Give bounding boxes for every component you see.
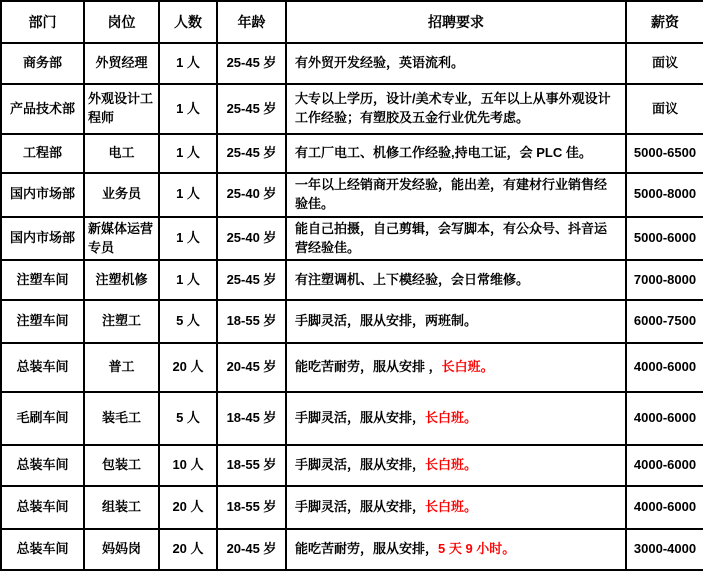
cell-department: 工程部	[1, 134, 84, 173]
cell-headcount: 20 人	[159, 529, 217, 570]
cell-headcount: 1 人	[159, 43, 217, 84]
cell-position	[84, 217, 159, 261]
cell-position	[84, 445, 159, 486]
cell-age: 25-45 岁	[217, 260, 286, 300]
cell-department: 总装车间	[1, 343, 84, 392]
header-cell-1: 岗位	[84, 1, 159, 43]
header-cell-2: 人数	[159, 1, 217, 43]
requirement-text: 手脚灵活，服从安排，	[295, 457, 426, 473]
cell-age: 25-45 岁	[217, 84, 286, 134]
cell-salary: 5000-8000	[626, 173, 703, 217]
cell-requirements	[286, 392, 626, 445]
requirement-text: 手脚灵活，服从安排，	[295, 410, 426, 426]
cell-headcount: 1 人	[159, 173, 217, 217]
cell-salary: 4000-6000	[626, 445, 703, 486]
table-row	[1, 486, 703, 529]
requirement-text: 大专以上学历，设计/美术专业，五年以上从事外观设计工作经验；有塑胶及五金行业优先考虑。	[295, 91, 611, 125]
cell-requirements	[286, 43, 626, 84]
position-label: 装毛工	[101, 410, 141, 426]
cell-salary: 5000-6500	[626, 134, 703, 173]
requirement-highlight-text: 5 天 9 小时。	[438, 541, 516, 557]
cell-salary: 6000-7500	[626, 300, 703, 343]
cell-department: 注塑车间	[1, 300, 84, 343]
cell-requirements	[286, 486, 626, 529]
requirement-highlight-text: 长白班。	[425, 457, 478, 473]
header-cell-3: 年龄	[217, 1, 286, 43]
cell-position	[84, 486, 159, 529]
cell-department: 总装车间	[1, 529, 84, 570]
cell-headcount: 1 人	[159, 260, 217, 300]
cell-salary: 4000-6000	[626, 486, 703, 529]
table-row	[1, 343, 703, 392]
table-row	[1, 43, 703, 84]
cell-requirements	[286, 343, 626, 392]
position-label: 注塑工	[101, 313, 141, 329]
table-row	[1, 300, 703, 343]
requirement-text: 一年以上经销商开发经验，能出差，有建材行业销售经验佳。	[295, 177, 608, 211]
cell-position	[84, 392, 159, 445]
cell-age: 18-55 岁	[217, 486, 286, 529]
cell-department: 商务部	[1, 43, 84, 84]
cell-headcount: 5 人	[159, 300, 217, 343]
cell-age: 25-40 岁	[217, 173, 286, 217]
requirement-highlight-text: 长白班。	[441, 359, 494, 375]
cell-headcount: 20 人	[159, 486, 217, 529]
requirement-text: 能吃苦耐劳，服从安排，	[295, 541, 439, 557]
position-label: 妈妈岗	[101, 541, 141, 557]
cell-headcount: 1 人	[159, 134, 217, 173]
cell-department: 毛刷车间	[1, 392, 84, 445]
position-label: 外观设计工程师	[88, 91, 154, 125]
cell-requirements	[286, 445, 626, 486]
cell-age: 25-45 岁	[217, 43, 286, 84]
position-label: 外贸经理	[95, 55, 148, 71]
requirement-highlight-text: 长白班。	[425, 499, 478, 515]
cell-position	[84, 300, 159, 343]
position-label: 注塑机修	[95, 271, 148, 287]
cell-department: 产品技术部	[1, 84, 84, 134]
requirement-text: 有工厂电工、机修工作经验,持电工证，会 PLC 佳。	[295, 145, 592, 161]
position-label: 组装工	[101, 499, 141, 515]
table-row	[1, 173, 703, 217]
cell-salary: 面议	[626, 43, 703, 84]
header-cell-4: 招聘要求	[286, 1, 626, 43]
cell-salary: 3000-4000	[626, 529, 703, 570]
cell-position	[84, 343, 159, 392]
cell-salary: 4000-6000	[626, 343, 703, 392]
header-cell-5: 薪资	[626, 1, 703, 43]
cell-requirements	[286, 217, 626, 261]
cell-headcount: 10 人	[159, 445, 217, 486]
cell-department: 注塑车间	[1, 260, 84, 300]
cell-position	[84, 260, 159, 300]
header-cell-0: 部门	[1, 1, 84, 43]
cell-age: 25-45 岁	[217, 134, 286, 173]
cell-requirements	[286, 173, 626, 217]
table-row	[1, 260, 703, 300]
cell-requirements	[286, 134, 626, 173]
cell-headcount: 1 人	[159, 84, 217, 134]
table-body	[1, 43, 703, 570]
requirement-text: 手脚灵活，服从安排，	[295, 499, 426, 515]
position-label: 普工	[108, 359, 135, 375]
cell-position	[84, 173, 159, 217]
position-label: 业务员	[101, 186, 141, 202]
cell-age: 25-40 岁	[217, 217, 286, 261]
cell-age: 20-45 岁	[217, 343, 286, 392]
table-row	[1, 529, 703, 570]
cell-headcount: 20 人	[159, 343, 217, 392]
cell-salary: 面议	[626, 84, 703, 134]
cell-requirements	[286, 300, 626, 343]
table-row	[1, 134, 703, 173]
cell-position	[84, 529, 159, 570]
cell-age: 18-55 岁	[217, 300, 286, 343]
position-label: 包装工	[101, 457, 141, 473]
cell-headcount: 5 人	[159, 392, 217, 445]
cell-age: 20-45 岁	[217, 529, 286, 570]
cell-department: 国内市场部	[1, 173, 84, 217]
cell-age: 18-55 岁	[217, 445, 286, 486]
cell-department: 总装车间	[1, 486, 84, 529]
requirement-highlight-text: 长白班。	[425, 410, 478, 426]
position-label: 新媒体运营专员	[88, 220, 154, 255]
cell-salary: 4000-6000	[626, 392, 703, 445]
cell-age: 18-45 岁	[217, 392, 286, 445]
cell-requirements	[286, 260, 626, 300]
requirement-text: 有外贸开发经验，英语流利。	[295, 55, 465, 71]
requirement-text: 手脚灵活，服从安排，两班制。	[295, 313, 478, 329]
cell-position	[84, 84, 159, 134]
cell-salary: 7000-8000	[626, 260, 703, 300]
requirement-text: 能吃苦耐劳，服从安排 ，	[295, 359, 442, 375]
cell-department: 总装车间	[1, 445, 84, 486]
cell-requirements	[286, 529, 626, 570]
cell-position	[84, 134, 159, 173]
cell-salary: 5000-6000	[626, 217, 703, 261]
position-label: 电工	[108, 145, 135, 161]
requirement-text: 能自己拍摄，自己剪辑，会写脚本，有公众号、抖音运营经验佳。	[295, 220, 608, 255]
header-row	[1, 1, 703, 43]
table-row	[1, 392, 703, 445]
cell-department: 国内市场部	[1, 217, 84, 261]
cell-requirements	[286, 84, 626, 134]
table-row	[1, 84, 703, 134]
requirement-text: 有注塑调机、上下模经验，会日常维修。	[295, 271, 530, 287]
table-row	[1, 217, 703, 261]
cell-headcount: 1 人	[159, 217, 217, 261]
table-row	[1, 445, 703, 486]
cell-position	[84, 43, 159, 84]
